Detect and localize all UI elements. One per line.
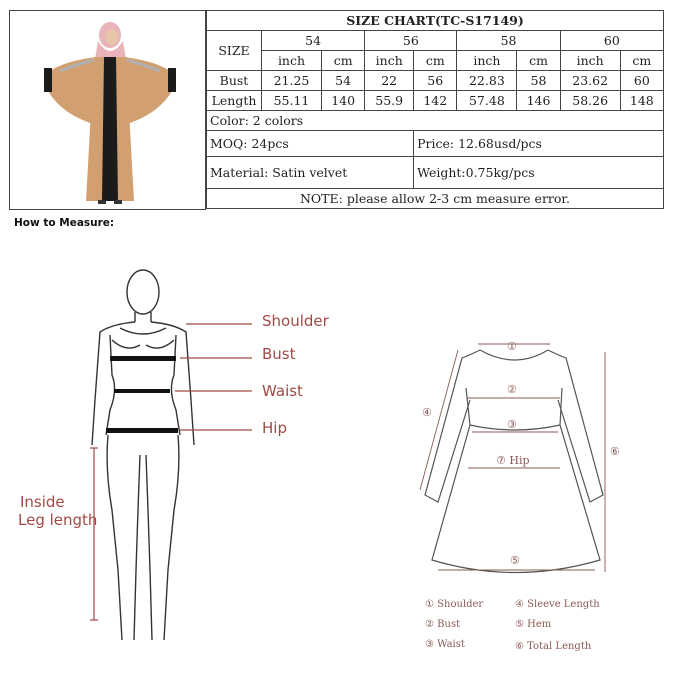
- legend-item-sleeve-length: ④ Sleeve Length: [515, 599, 600, 610]
- size-54: 54: [262, 31, 365, 51]
- row-label-bust: Bust: [207, 71, 262, 91]
- table-row: [207, 91, 664, 111]
- dress-mark-shoulder: ①: [507, 340, 517, 353]
- dress-mark-sleeve: ④: [422, 406, 432, 419]
- label-hip: Hip: [262, 419, 287, 437]
- table-cell: 22: [365, 71, 414, 91]
- measurement-illustration: [0, 240, 675, 675]
- label-bust: Bust: [262, 345, 296, 363]
- table-cell: 140: [322, 91, 365, 111]
- dress-mark-bust: ②: [507, 383, 517, 396]
- label-waist: Waist: [262, 382, 303, 400]
- label-leg-length: Leg length: [18, 511, 98, 529]
- table-cell: 58.26: [560, 91, 620, 111]
- measurement-legend: [425, 599, 600, 652]
- legend-item-shoulder: ① Shoulder: [425, 599, 484, 610]
- size-60: 60: [560, 31, 663, 51]
- product-photo: [9, 10, 206, 210]
- color-info: Color: 2 colors: [207, 111, 664, 131]
- legend-item-hem: ⑤ Hem: [515, 619, 552, 630]
- table-cell: 21.25: [262, 71, 322, 91]
- size-58: 58: [457, 31, 560, 51]
- table-cell: 22.83: [457, 71, 517, 91]
- table-cell: 23.62: [560, 71, 620, 91]
- dress-mark-hip: ⑦ Hip: [496, 454, 530, 467]
- table-cell: 146: [517, 91, 560, 111]
- waist-band: [114, 389, 170, 393]
- unit-inch: inch: [457, 51, 517, 71]
- size-chart-title: SIZE CHART(TC-S17149): [207, 11, 664, 31]
- size-header: SIZE: [207, 31, 262, 71]
- dress-mark-waist: ③: [507, 418, 517, 431]
- unit-inch: inch: [560, 51, 620, 71]
- label-inside-leg: Inside: [20, 493, 65, 511]
- label-shoulder: Shoulder: [262, 312, 329, 330]
- unit-inch: inch: [262, 51, 322, 71]
- legend-item-bust: ② Bust: [425, 619, 461, 630]
- size-chart-table: [206, 10, 664, 209]
- table-cell: 57.48: [457, 91, 517, 111]
- abaya-model-image: [10, 11, 205, 209]
- note-text: NOTE: please allow 2-3 cm measure error.: [207, 189, 664, 209]
- table-cell: 60: [620, 71, 663, 91]
- price-info: Price: 12.68usd/pcs: [414, 131, 664, 157]
- unit-cm: cm: [414, 51, 457, 71]
- body-leader-lines: [90, 324, 252, 620]
- table-cell: 55.9: [365, 91, 414, 111]
- material-info: Material: Satin velvet: [207, 157, 414, 189]
- table-cell: 142: [414, 91, 457, 111]
- unit-cm: cm: [620, 51, 663, 71]
- body-figure: [92, 270, 194, 640]
- dress-mark-total-length: ⑥: [610, 445, 620, 458]
- table-cell: 58: [517, 71, 560, 91]
- bust-band: [110, 356, 176, 361]
- table-cell: 56: [414, 71, 457, 91]
- unit-cm: cm: [322, 51, 365, 71]
- weight-info: Weight:0.75kg/pcs: [414, 157, 664, 189]
- size-56: 56: [365, 31, 457, 51]
- hip-band: [106, 428, 178, 433]
- unit-cm: cm: [517, 51, 560, 71]
- table-cell: 55.11: [262, 91, 322, 111]
- legend-item-total-length: ⑥ Total Length: [515, 641, 592, 652]
- legend-item-waist: ③ Waist: [425, 639, 465, 650]
- table-cell: 148: [620, 91, 663, 111]
- table-cell: 54: [322, 71, 365, 91]
- table-row: [207, 71, 664, 91]
- row-label-length: Length: [207, 91, 262, 111]
- moq-info: MOQ: 24pcs: [207, 131, 414, 157]
- unit-inch: inch: [365, 51, 414, 71]
- dress-mark-hem: ⑤: [510, 554, 520, 567]
- how-to-measure-heading: How to Measure:: [14, 217, 115, 229]
